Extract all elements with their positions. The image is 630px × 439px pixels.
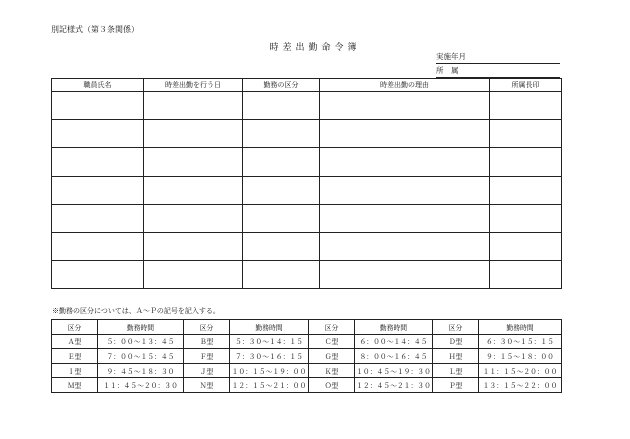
reason-cell[interactable]	[320, 261, 490, 289]
supervisor-seal-cell[interactable]	[490, 92, 562, 120]
work-type-header-row	[52, 320, 562, 335]
work-type-code: Ｇ型	[309, 349, 355, 364]
employee-name-cell[interactable]	[52, 232, 144, 260]
work-hours: ９：４５～１８：３０	[98, 363, 184, 378]
header-hours: 勤務時間	[98, 320, 184, 335]
work-type-cell[interactable]	[243, 261, 320, 289]
work-type-code: Ｏ型	[309, 378, 355, 393]
header-type: 区分	[309, 320, 355, 335]
reason-cell[interactable]	[320, 92, 490, 120]
work-type-code: Ｍ型	[52, 378, 98, 393]
shift-date-cell[interactable]	[144, 148, 243, 176]
work-type-code: Ｎ型	[184, 378, 230, 393]
header-work-type: 勤務の区分	[243, 79, 320, 92]
work-type-code: Ｐ型	[433, 378, 479, 393]
work-hours: １０：１５～１９：００	[230, 363, 309, 378]
work-hours: ７：３０～１６：１５	[230, 349, 309, 364]
reason-cell[interactable]	[320, 232, 490, 260]
shift-date-cell[interactable]	[144, 204, 243, 232]
shift-date-cell[interactable]	[144, 92, 243, 120]
supervisor-seal-cell[interactable]	[490, 120, 562, 148]
table-row	[52, 92, 562, 120]
work-type-cell[interactable]	[243, 176, 320, 204]
supervisor-seal-cell[interactable]	[490, 204, 562, 232]
work-hours: ５：３０～１４：１５	[230, 334, 309, 349]
work-type-row	[52, 378, 562, 393]
work-type-cell[interactable]	[243, 148, 320, 176]
work-type-table	[51, 319, 562, 393]
header-employee-name: 職員氏名	[52, 79, 144, 92]
work-type-code: Ｆ型	[184, 349, 230, 364]
header-hours: 勤務時間	[230, 320, 309, 335]
header-type: 区分	[433, 320, 479, 335]
department-field[interactable]: 所 属	[436, 66, 560, 78]
reason-cell[interactable]	[320, 204, 490, 232]
shift-date-cell[interactable]	[144, 120, 243, 148]
work-type-cell[interactable]	[243, 204, 320, 232]
employee-name-cell[interactable]	[52, 176, 144, 204]
table-header-row	[52, 79, 562, 92]
work-type-cell[interactable]	[243, 92, 320, 120]
supervisor-seal-cell[interactable]	[490, 148, 562, 176]
table-row	[52, 261, 562, 289]
header-type: 区分	[184, 320, 230, 335]
work-hours: １２：１５～２１：００	[230, 378, 309, 393]
header-hours: 勤務時間	[479, 320, 562, 335]
employee-name-cell[interactable]	[52, 148, 144, 176]
work-type-cell[interactable]	[243, 120, 320, 148]
document-title: 時差出勤命令簿	[269, 43, 361, 53]
table-row	[52, 176, 562, 204]
work-type-code: Ｋ型	[309, 363, 355, 378]
employee-name-cell[interactable]	[52, 92, 144, 120]
work-hours: ５：００～１３：４５	[98, 334, 184, 349]
work-hours: ６：００～１４：４５	[355, 334, 433, 349]
header-hours: 勤務時間	[355, 320, 433, 335]
work-type-cell[interactable]	[243, 232, 320, 260]
work-hours: １３：１５～２２：００	[479, 378, 562, 393]
work-hours: ７：００～１５：４５	[98, 349, 184, 364]
supervisor-seal-cell[interactable]	[490, 261, 562, 289]
shift-date-cell[interactable]	[144, 232, 243, 260]
employee-name-cell[interactable]	[52, 261, 144, 289]
work-type-note: ※勤務の区分については、Ａ～Ｐの記号を記入する。	[52, 307, 220, 315]
implementation-month-field[interactable]: 実施年月	[436, 52, 560, 64]
work-hours: １０：４５～１９：３０	[355, 363, 433, 378]
table-row	[52, 120, 562, 148]
table-row	[52, 148, 562, 176]
work-type-row	[52, 363, 562, 378]
reason-cell[interactable]	[320, 120, 490, 148]
work-hours: ９：１５～１８：００	[479, 349, 562, 364]
form-label: 別記様式（第３条関係）	[51, 25, 139, 34]
table-row	[52, 204, 562, 232]
work-type-code: Ｉ型	[52, 363, 98, 378]
work-type-code: Ｃ型	[309, 334, 355, 349]
header-reason: 時差出勤の理由	[320, 79, 490, 92]
work-type-code: Ｈ型	[433, 349, 479, 364]
header-shift-date: 時差出勤を行う日	[144, 79, 243, 92]
employee-name-cell[interactable]	[52, 120, 144, 148]
table-row	[52, 232, 562, 260]
work-hours: ６：３０～１５：１５	[479, 334, 562, 349]
work-type-code: Ｌ型	[433, 363, 479, 378]
work-type-code: Ａ型	[52, 334, 98, 349]
work-hours: １１：１５～２０：００	[479, 363, 562, 378]
work-type-code: Ｊ型	[184, 363, 230, 378]
supervisor-seal-cell[interactable]	[490, 176, 562, 204]
header-type: 区分	[52, 320, 98, 335]
reason-cell[interactable]	[320, 176, 490, 204]
shift-order-table	[51, 78, 562, 289]
work-type-row	[52, 334, 562, 349]
work-hours: １１：４５～２０：３０	[98, 378, 184, 393]
employee-name-cell[interactable]	[52, 204, 144, 232]
work-type-row	[52, 349, 562, 364]
shift-date-cell[interactable]	[144, 176, 243, 204]
header-supervisor-seal: 所属長印	[490, 79, 562, 92]
work-type-code: Ｅ型	[52, 349, 98, 364]
work-type-code: Ｂ型	[184, 334, 230, 349]
work-hours: ８：００～１６：４５	[355, 349, 433, 364]
reason-cell[interactable]	[320, 148, 490, 176]
work-hours: １２：４５～２１：３０	[355, 378, 433, 393]
work-type-code: Ｄ型	[433, 334, 479, 349]
supervisor-seal-cell[interactable]	[490, 232, 562, 260]
shift-date-cell[interactable]	[144, 261, 243, 289]
